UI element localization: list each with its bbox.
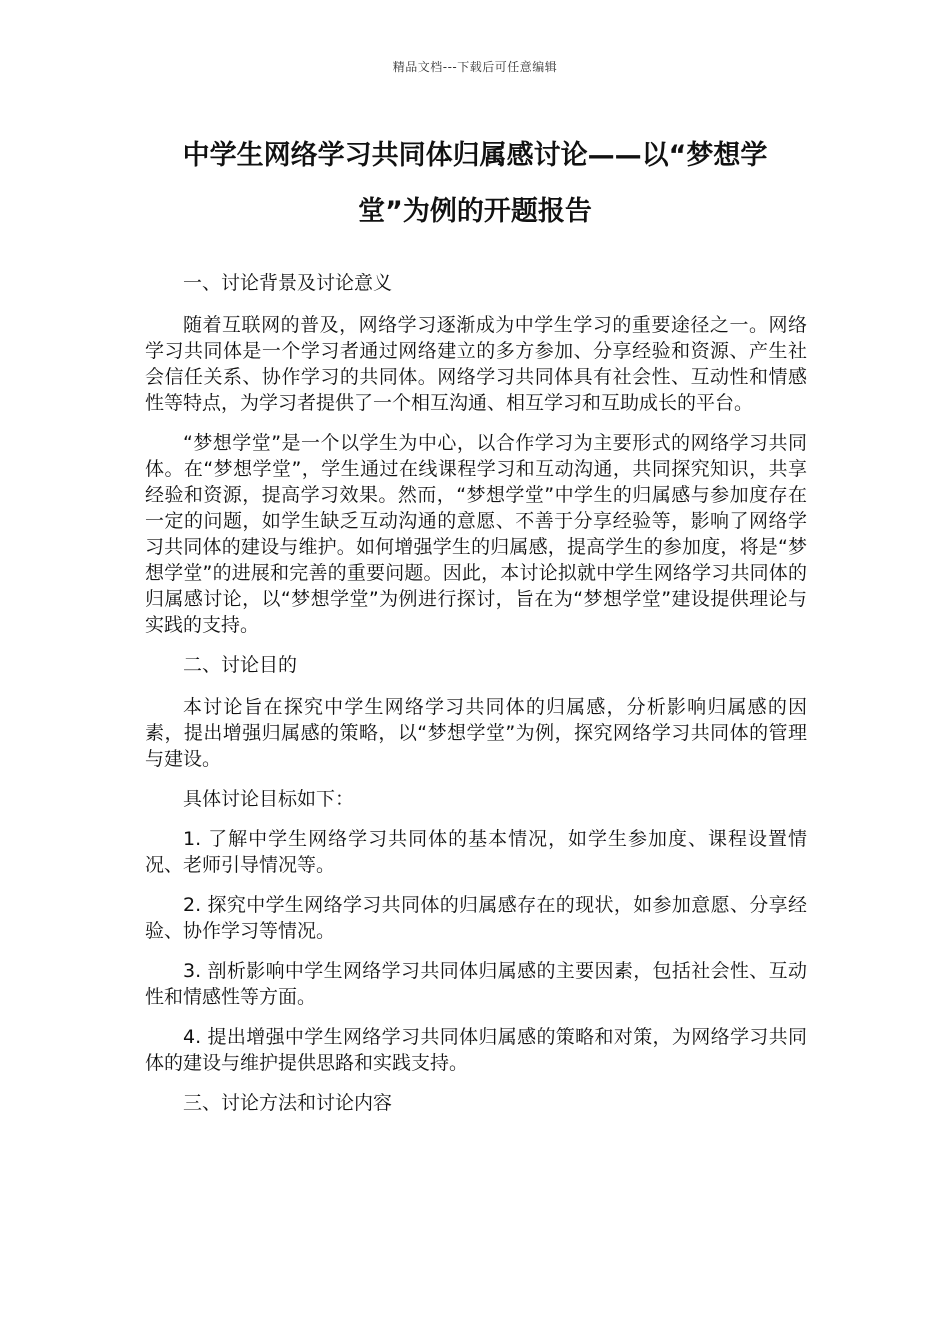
section-heading: 一、讨论背景及讨论意义: [183, 272, 393, 294]
list-item: 2. 探究中学生网络学习共同体的归属感存在的现状，如参加意愿、分享经验、协作学习等情况。: [145, 894, 807, 942]
paragraph: 随着互联网的普及，网络学习逐渐成为中学生学习的重要途径之一。网络学习共同体是一个学习者通过网络建立的多方参加、分享经验和资源、产生社会信任关系、协作学习的共同体。网络学习共同体具有社会性、互动性和情感性等特点，为学习者提供了一个相互沟通、相互学习和互助成长的平台。: [145, 314, 807, 414]
header-note: 精品文档---下载后可任意编辑: [392, 60, 558, 74]
paragraph: “梦想学堂”是一个以学生为中心，以合作学习为主要形式的网络学习共同体。在“梦想学堂”，学生通过在线课程学习和互动沟通，共同探究知识，共享经验和资源，提高学习效果。然而，“梦想学堂”中学生的归属感与参加度存在一定的问题，如学生缺乏互动沟通的意愿、不善于分享经验等，影响了网络学习共同体的建设与维护。如何增强学生的归属感，提高学生的参加度，将是“梦想学堂”的进展和完善的重要问题。因此，本讨论拟就中学生网络学习共同体的归属感讨论，以“梦想学堂”为例进行探讨，旨在为“梦想学堂”建设提供理论与实践的支持。: [145, 432, 807, 636]
section-heading: 三、讨论方法和讨论内容: [183, 1092, 393, 1114]
paragraph: 本讨论旨在探究中学生网络学习共同体的归属感，分析影响归属感的因素，提出增强归属感的策略，以“梦想学堂”为例，探究网络学习共同体的管理与建设。: [145, 696, 807, 770]
document-title: 中学生网络学习共同体归属感讨论——以“梦想学堂”为例的开题报告: [182, 140, 768, 227]
document-body: [145, 270, 807, 1132]
list-item: 1. 了解中学生网络学习共同体的基本情况，如学生参加度、课程设置情况、老师引导情况等。: [145, 828, 807, 876]
list-item: 3. 剖析影响中学生网络学习共同体归属感的主要因素，包括社会性、互动性和情感性等方面。: [145, 960, 807, 1008]
section-heading: 二、讨论目的: [183, 654, 298, 676]
paragraph: 具体讨论目标如下：: [183, 788, 355, 810]
list-item: 4. 提出增强中学生网络学习共同体归属感的策略和对策，为网络学习共同体的建设与维护提供思路和实践支持。: [145, 1026, 807, 1074]
